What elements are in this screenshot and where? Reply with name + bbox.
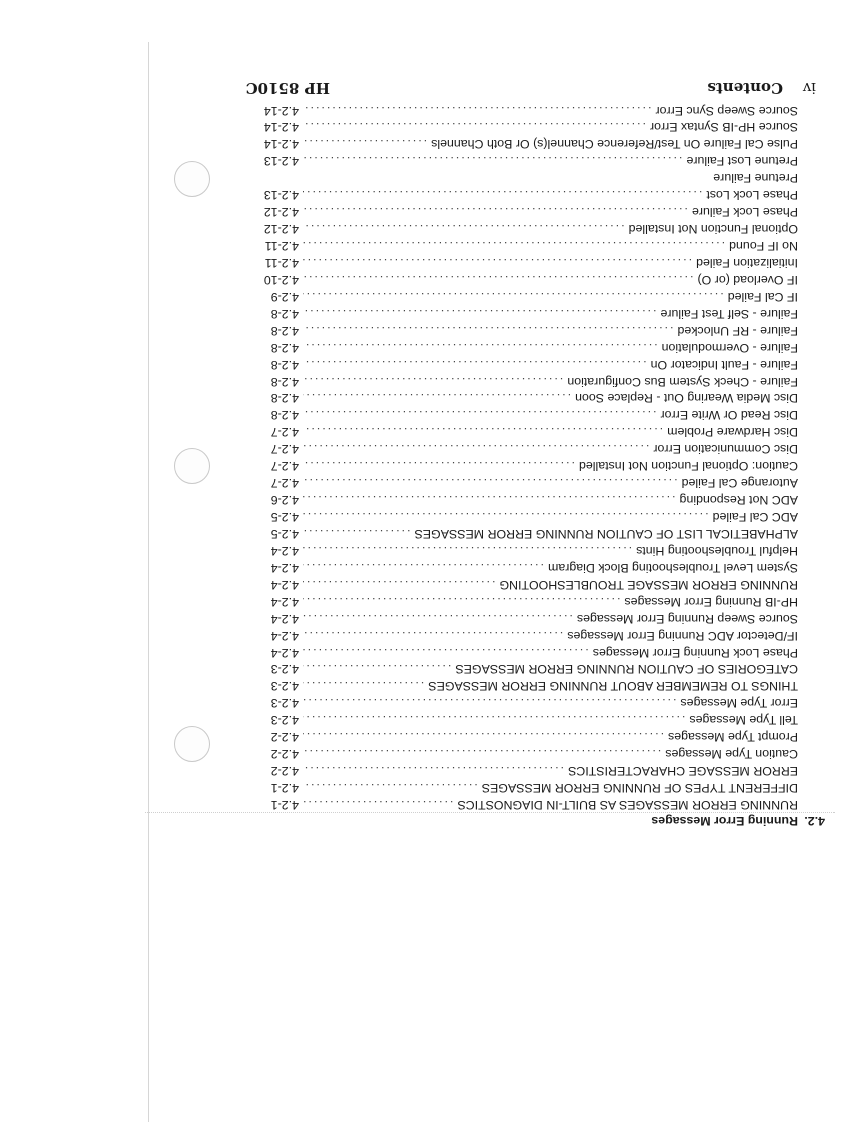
toc-entry <box>255 728 825 745</box>
toc-entry-title: Phase Lock Running Error Messages <box>592 645 798 660</box>
toc-leader-dots <box>303 762 564 779</box>
section-heading <box>255 813 825 829</box>
toc-entry <box>255 627 825 644</box>
toc-entry <box>255 271 825 288</box>
header-model: HP 8510C <box>245 79 330 97</box>
toc-entry <box>255 525 825 542</box>
toc-entry-page: 4.2-5 <box>270 527 299 541</box>
toc-leader-dots <box>303 220 625 237</box>
toc-entry-page: 4.2-11 <box>264 256 299 270</box>
toc-entry-title: Failure - Self Test Failure <box>660 306 798 321</box>
toc-leader-dots <box>303 627 563 644</box>
toc-entry-title: System Level Troubleshooting Block Diagram <box>548 560 798 575</box>
toc-leader-dots <box>303 525 411 542</box>
toc-entry-page: 4.2-7 <box>270 476 299 491</box>
toc-leader-dots <box>303 305 657 322</box>
toc-entry-title: Pretune Failure <box>713 171 798 186</box>
toc-entry-page: 4.2-12 <box>263 205 299 220</box>
toc-entry-page: 4.2-14 <box>263 137 299 152</box>
toc-entry-title: ADC Not Responding <box>679 493 798 508</box>
page-header <box>0 77 865 97</box>
toc-entry-title: Disc Hardware Problem <box>667 425 798 440</box>
toc-leader-dots <box>303 728 664 745</box>
toc-entry-page: 4.2-8 <box>270 306 299 321</box>
toc-entry-title: ALPHABETICAL LIST OF CAUTION RUNNING ERROR MESSAGES <box>414 527 798 541</box>
toc-entry-page: 4.2-8 <box>270 391 299 406</box>
toc-entry-title: Pretune Lost Failure <box>686 154 798 169</box>
toc-entry-title: Source Sweep Sync Error <box>655 103 798 118</box>
toc-entry-title: Tell Type Messages <box>689 713 798 728</box>
toc-entry <box>255 203 825 220</box>
toc-entry-title: No IF Found <box>729 239 798 254</box>
toc-entry-page: 4.2-7 <box>270 459 299 474</box>
toc-entry <box>255 102 825 119</box>
toc-leader-dots <box>303 593 620 610</box>
toc-leader-dots <box>303 644 589 661</box>
toc-leader-dots <box>303 745 661 762</box>
toc-entry <box>255 220 825 237</box>
toc-entry-page: 4.2-2 <box>270 747 299 762</box>
toc-entry-page: 4.2-3 <box>270 662 299 677</box>
toc-entry-title: RUNNING ERROR MESSAGES AS BUILT-IN DIAGNOSTICS <box>457 798 798 812</box>
toc-entry <box>255 576 825 593</box>
toc-entry <box>255 339 825 356</box>
toc-entry <box>255 390 825 407</box>
toc-entry <box>255 661 825 678</box>
toc-leader-dots <box>303 457 575 474</box>
toc-leader-dots <box>303 373 563 390</box>
toc-leader-dots <box>303 271 693 288</box>
toc-entry-title: Caution: Optional Function Not Installed <box>578 459 798 474</box>
binder-hole-icon <box>174 726 210 762</box>
toc-leader-dots <box>303 119 646 136</box>
toc-leader-dots <box>303 677 424 694</box>
toc-entry-title: Initialization Failed <box>696 256 798 270</box>
toc-leader-dots <box>303 474 678 491</box>
toc-entry-title: Autorange Cal Failed <box>681 476 798 491</box>
toc-entry-title: Phase Lock Failure <box>691 205 798 220</box>
toc-entry-page: 4.2-2 <box>270 730 299 745</box>
toc-entry-title: ERROR MESSAGE CHARACTERISTICS <box>568 764 798 779</box>
toc-entry-title: Failure - Fault Indicator On <box>650 357 798 372</box>
toc-entry-page: 4.2-7 <box>270 425 299 440</box>
toc-entry-page: 4.2-1 <box>270 798 299 812</box>
toc-entry <box>255 423 825 440</box>
toc-entry-title: Source Sweep Running Error Messages <box>576 611 798 626</box>
toc-entry-title: Caution Type Messages <box>665 747 798 762</box>
toc-leader-dots <box>303 440 649 457</box>
toc-entry <box>255 508 825 525</box>
toc-entry <box>255 779 825 796</box>
toc-entry-page: 4.2-4 <box>270 543 299 558</box>
toc-entry <box>255 305 825 322</box>
toc-entry-title: Failure - RF Unlocked <box>677 323 798 338</box>
binder-hole-icon <box>174 448 210 484</box>
toc-entry-title: HP-IB Running Error Messages <box>624 594 798 609</box>
toc-entry-page: 4.2-4 <box>270 628 299 643</box>
toc-leader-dots <box>303 102 651 119</box>
toc-leader-dots <box>303 135 427 152</box>
toc-entry-title: RUNNING ERROR MESSAGE TROUBLESHOOTING <box>499 577 798 592</box>
toc-entry <box>255 593 825 610</box>
toc-entry-page: 4.2-9 <box>270 289 299 304</box>
toc-entry <box>255 356 825 373</box>
toc-entry <box>255 119 825 136</box>
toc-entry <box>255 254 825 271</box>
toc-entry-page: 4.2-4 <box>270 594 299 609</box>
toc-leader-dots <box>303 661 451 678</box>
toc-entry-title: Disc Media Wearing Out - Replace Soon <box>575 391 798 406</box>
toc-entry <box>255 186 825 203</box>
toc-leader-dots <box>303 186 702 203</box>
toc-leader-dots <box>303 508 709 525</box>
toc-entry-page: 4.2-13 <box>263 154 299 169</box>
toc-entry <box>255 288 825 305</box>
toc-entry <box>255 644 825 661</box>
toc-entry-page: 4.2-4 <box>270 560 299 575</box>
toc-entry <box>255 474 825 491</box>
toc-entry-title: Disc Communication Error <box>653 442 798 457</box>
table-of-contents <box>255 102 825 829</box>
toc-leader-dots <box>303 406 657 423</box>
toc-entry-page: 4.2-4 <box>270 645 299 660</box>
toc-leader-dots <box>303 254 692 271</box>
toc-leader-dots <box>303 423 663 440</box>
toc-entry <box>255 762 825 779</box>
toc-leader-dots <box>303 711 685 728</box>
toc-entry-page: 4.2-3 <box>270 679 299 694</box>
toc-entry-title: Optional Function Not Installed <box>628 222 798 237</box>
toc-leader-dots <box>303 237 725 254</box>
toc-entry-page: 4.2-1 <box>270 781 299 796</box>
toc-entry <box>255 136 825 153</box>
toc-entry-page: 4.2-14 <box>263 103 299 118</box>
toc-entry <box>255 711 825 728</box>
toc-entry-title: Failure - Check System Bus Configuration <box>567 374 798 389</box>
toc-entry-title: Error Type Messages <box>680 696 798 711</box>
section-title: Running Error Messages <box>651 814 798 828</box>
toc-entry-page: 4.2-8 <box>270 323 299 338</box>
toc-entry <box>255 152 825 169</box>
toc-leader-dots <box>303 152 682 169</box>
toc-entry <box>255 796 825 813</box>
toc-entry-page: 4.2-3 <box>270 696 299 711</box>
toc-leader-dots <box>303 322 673 339</box>
toc-entry-title: Helpful Troubleshooting Hints <box>636 543 798 558</box>
toc-entry <box>255 440 825 457</box>
binder-hole-icon <box>174 161 210 197</box>
toc-entry-title: Pulse Cal Failure On Test/Reference Channel(s) Or Both Channels <box>431 137 798 152</box>
toc-entry-title: IF Overload (or O) <box>697 272 798 287</box>
toc-leader-dots <box>303 694 676 711</box>
toc-entry-title: CATEGORIES OF CAUTION RUNNING ERROR MESSAGES <box>455 662 798 677</box>
toc-leader-dots <box>303 356 647 373</box>
toc-entry <box>255 559 825 576</box>
toc-entry-page: 4.2-10 <box>263 272 299 287</box>
toc-leader-dots <box>303 559 544 576</box>
toc-entry <box>255 745 825 762</box>
toc-entry <box>255 237 825 254</box>
toc-entry-title: Failure - Overmodulation <box>661 340 798 355</box>
toc-leader-dots <box>303 203 688 220</box>
toc-entry <box>255 169 825 186</box>
toc-entry-title: Prompt Type Messages <box>668 730 798 745</box>
toc-leader-dots <box>303 491 676 508</box>
page-number: iv <box>802 79 816 97</box>
toc-entry-page: 4.2-14 <box>263 120 299 135</box>
toc-entry <box>255 542 825 559</box>
toc-entry-page: 4.2-4 <box>270 577 299 592</box>
toc-entry-title: Disc Read Or Write Error <box>660 408 798 423</box>
toc-entry <box>255 322 825 339</box>
page-edge-vertical <box>148 42 149 1122</box>
toc-entry-title: Phase Lock Lost <box>706 188 798 203</box>
toc-entry-page: 4.2-11 <box>264 239 299 254</box>
toc-entry-title: DIFFERENT TYPES OF RUNNING ERROR MESSAGES <box>481 781 798 796</box>
toc-leader-dots <box>303 542 632 559</box>
toc-entry <box>255 407 825 424</box>
toc-entry-title: Source HP-IB Syntax Error <box>649 120 798 135</box>
toc-leader-dots <box>303 610 573 627</box>
toc-entry-page: 4.2-8 <box>270 357 299 372</box>
toc-leader-dots <box>303 339 658 356</box>
toc-entry-page: 4.2-12 <box>263 222 299 237</box>
toc-entry <box>255 694 825 711</box>
toc-entry-page: 4.2-8 <box>270 408 299 423</box>
toc-leader-dots <box>303 576 495 593</box>
toc-entry-page: 4.2-3 <box>270 713 299 728</box>
toc-leader-dots <box>303 796 453 813</box>
toc-leader-dots <box>303 779 478 796</box>
toc-entry-page: 4.2-13 <box>263 188 299 203</box>
toc-entry-page: 4.2-7 <box>270 442 299 457</box>
toc-entry-title: ADC Cal Failed <box>712 510 798 525</box>
toc-entry-title: IF Cal Failed <box>727 289 798 304</box>
toc-entry-page: 4.2-6 <box>270 493 299 508</box>
toc-entry <box>255 678 825 695</box>
toc-entry <box>255 610 825 627</box>
toc-entry-page: 4.2-2 <box>270 764 299 779</box>
toc-entry <box>255 491 825 508</box>
toc-entry-title: THINGS TO REMEMBER ABOUT RUNNING ERROR MESSAGES <box>428 679 798 694</box>
toc-leader-dots <box>303 288 724 305</box>
toc-entry <box>255 457 825 474</box>
toc-entry-page: 4.2-4 <box>270 611 299 626</box>
toc-entry-page: 4.2-5 <box>270 510 299 525</box>
toc-entry-title: IF/Detector ADC Running Error Messages <box>567 628 798 643</box>
toc-entries <box>255 102 825 813</box>
toc-entry <box>255 373 825 390</box>
section-number: 4.2. <box>804 814 825 828</box>
toc-leader-dots <box>303 390 571 407</box>
header-section-title: Contents <box>707 79 783 97</box>
toc-entry-page: 4.2-8 <box>270 374 299 389</box>
toc-entry-page: 4.2-8 <box>270 340 299 355</box>
